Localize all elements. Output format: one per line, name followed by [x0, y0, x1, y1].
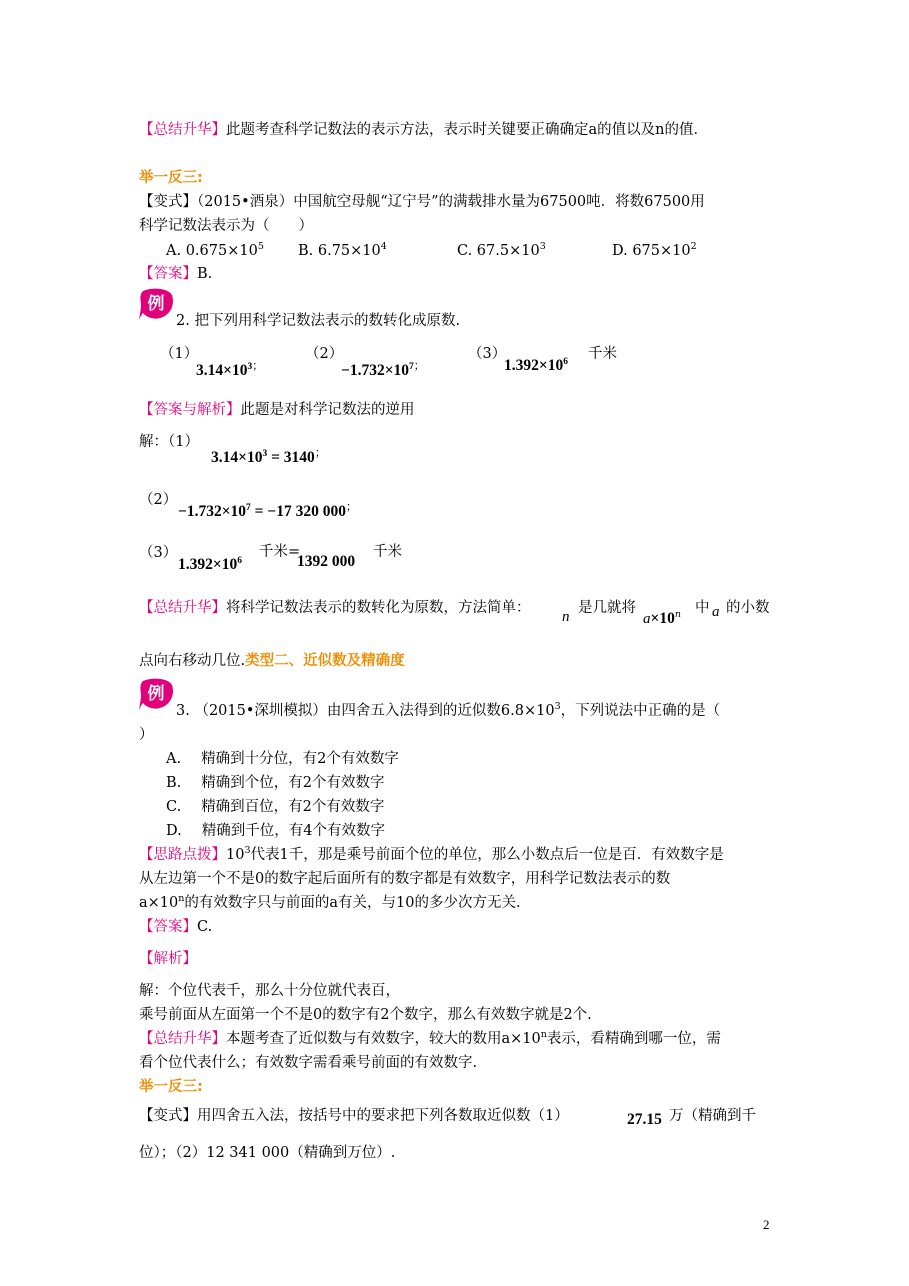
variant-question-1: （2015•酒泉）中国航空母舰“辽宁号”的满载排水量为67500吨．将数67500用: [197, 194, 705, 210]
analysis-text: 此题是对科学记数法的逆用: [240, 402, 415, 418]
summary3-line-2: 看个位代表什么；有效数字需看乘号前面的有效数字.: [139, 1055, 478, 1071]
variant-question-2: 科学记数法表示为（ ）: [139, 218, 313, 234]
summary2-expr: $a\times 10^n$: [643, 609, 681, 627]
summary2-line-1: 【总结升华】将科学记数法表示的数转化为原数，方法简单：: [139, 600, 531, 616]
summary-text: 此题考查科学记数法的表示方法，表示时关键要正确确定a的值以及n的值．: [226, 122, 708, 138]
example3-option-c: C. 精确到百位，有2个有效数字: [166, 799, 385, 815]
example3-question-2: ）: [139, 727, 154, 743]
variant-tag: 【变式】: [139, 194, 197, 210]
example3-solution-2: 乘号前面从左面第一个不是0的数字有2个数字，那么有效数字就是2个.: [139, 1007, 592, 1023]
solution-1-expr: $3.14\times 10^3 = 3140^;$: [211, 447, 326, 467]
example2-item-3-num: （3）: [468, 346, 507, 362]
example2-item-1-expr: $3.14\times 10^{3;}$: [196, 360, 264, 380]
example-badge-icon: [138, 287, 174, 321]
solution-3-mid: 千米=: [259, 544, 301, 560]
summary2-c: 中: [695, 600, 710, 616]
answer-tag: 【答案】: [139, 919, 197, 935]
answer-text: B.: [197, 266, 213, 282]
option-b: B. $6.75\times 10^4$: [298, 241, 387, 259]
practice2-tail: 万（精确到千: [669, 1108, 756, 1124]
hint-line-3: $a\times 10^n$的有效数字只与前面的a有关，与10的多少次方无关.: [139, 893, 521, 911]
solution-3-num: （3）: [139, 545, 178, 561]
summary2-a2: a: [712, 604, 720, 620]
option-a: A. $0.675\times 10^5$: [166, 241, 264, 259]
solution-3-unit: 千米: [373, 544, 402, 560]
solution-2-num: （2）: [139, 492, 178, 508]
summary2-n: n: [562, 609, 570, 625]
practice2-expr: 27.15: [627, 1111, 662, 1128]
example2-item-3-expr: $1.392\times 10^6$: [504, 356, 568, 374]
summary-tag: 【总结升华】: [139, 122, 226, 138]
solution-3-result: 1392 000: [297, 553, 356, 570]
summary3-line-1: 【总结升华】本题考查了近似数与有效数字，较大的数用$a\times 10^n$表示，看精确到哪一位，需: [139, 1029, 721, 1047]
analysis-line: [139, 400, 415, 420]
option-c: C. $67.5\times 10^3$: [457, 241, 546, 259]
example2-item-2-expr: $-1.732\times 10^{7;}$: [341, 360, 425, 380]
answer-line: [139, 264, 212, 284]
hint-line-1: 【思路点拨】$10^3$代表1千，那是乘号前面个位的单位，那么小数点后一位是百．有效数字是: [139, 845, 724, 863]
summary2-tag: 【总结升华】: [139, 600, 226, 616]
example3-question-1: 3. （2015•深圳模拟）由四舍五入法得到的近似数$6.8\times 10^3$，下列说法中正确的是（: [176, 701, 721, 719]
answer-tag: 【答案】: [139, 266, 197, 282]
practice2-line-1: 【变式】用四舍五入法，按括号中的要求把下列各数取近似数（1）: [139, 1108, 569, 1124]
hint-line-2: 从左边第一个不是0的数字起后面所有的数字都是有效数字，用科学记数法表示的数: [139, 871, 671, 887]
example2-item-2-num: （2）: [305, 346, 344, 362]
example3-option-b: B. 精确到个位，有2个有效数字: [166, 775, 385, 791]
summary2-b: 是几就将: [578, 600, 636, 616]
svg-text:例: 例: [147, 294, 165, 314]
solution-3-expr: $1.392\times 10^6$: [178, 555, 242, 573]
example2-question: 2. 把下列用科学记数法表示的数转化成原数.: [176, 313, 461, 329]
example2-item-3-unit: 千米: [588, 346, 617, 362]
hint-tag: 【思路点拨】: [139, 847, 226, 863]
type2-heading: 类型二、近似数及精确度: [245, 653, 405, 669]
page-number: 2: [763, 1217, 770, 1232]
example3-analysis-tag: 【解析】: [139, 951, 197, 967]
example3-option-a: A. 精确到十分位，有2个有效数字: [166, 751, 399, 767]
example2-item-1-num: （1）: [160, 346, 199, 362]
solution-label: 解：（1）: [139, 434, 199, 450]
example3-option-d: D. 精确到千位，有4个有效数字: [166, 823, 385, 839]
practice2-heading: 举一反三:: [139, 1079, 203, 1095]
svg-text:例: 例: [147, 684, 165, 704]
summary2-d: 的小数: [726, 600, 770, 616]
example-badge-icon: [138, 677, 174, 711]
option-d: D. $675\times 10^2$: [612, 241, 697, 259]
practice-heading: 举一反三:: [139, 170, 203, 186]
variant-line-1: [139, 192, 705, 212]
practice2-line-2: 位）；（2）12 341 000（精确到万位）.: [139, 1145, 396, 1161]
summary-line: [139, 120, 708, 140]
example3-solution-1: 解：个位代表千，那么十分位就代表百，: [139, 983, 400, 999]
summary2-line-2: 点向右移动几位.类型二、近似数及精确度: [139, 653, 405, 669]
analysis-tag: 【答案与解析】: [139, 402, 241, 418]
summary3-tag: 【总结升华】: [139, 1031, 226, 1047]
solution-2-expr: $-1.732\times 10^7 = -17$ 320 000；: [178, 501, 357, 521]
example3-answer: 【答案】C.: [139, 919, 213, 935]
